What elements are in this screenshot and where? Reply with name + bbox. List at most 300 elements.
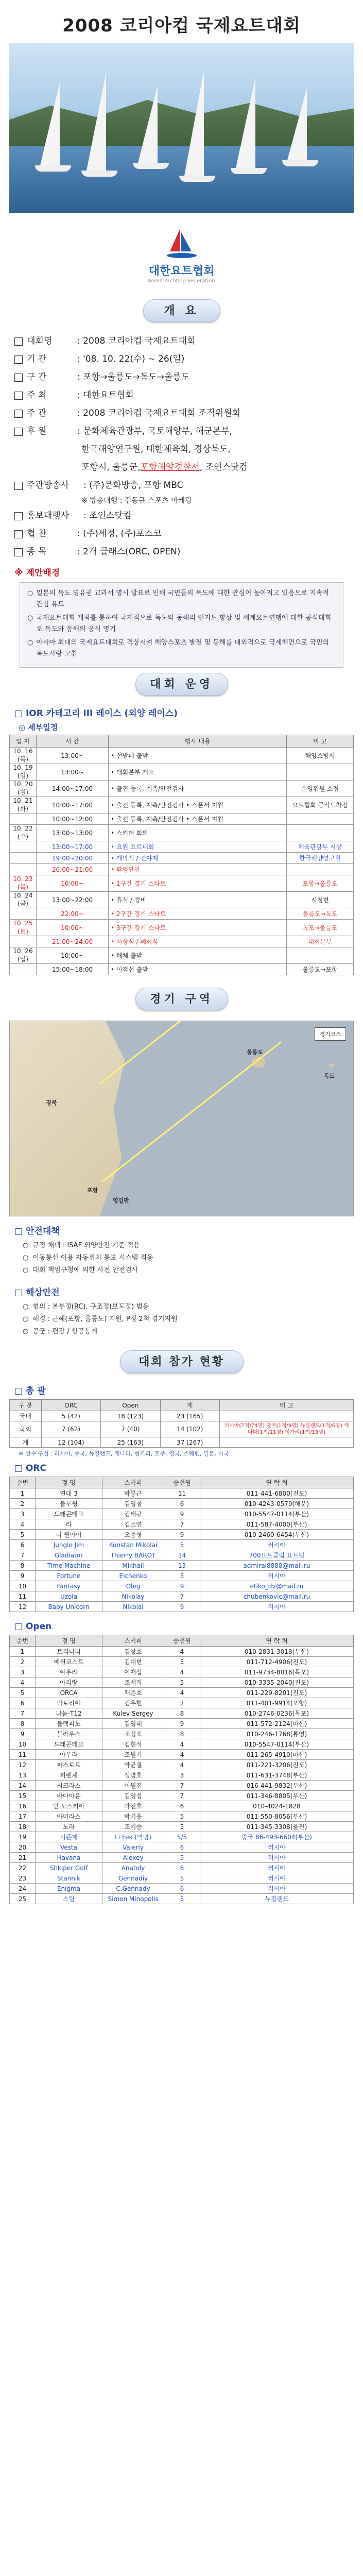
entry-cell: 러시아 xyxy=(200,1873,354,1884)
entry-cell: 16 xyxy=(10,1801,36,1811)
course-line xyxy=(102,1041,282,1182)
entry-row xyxy=(10,1667,354,1677)
schedule-row xyxy=(10,781,354,797)
entry-cell: 5 xyxy=(164,1571,200,1581)
entry-cell: 10 xyxy=(10,1581,36,1591)
entry-cell: 011-587-4000(부산) xyxy=(200,1519,354,1530)
col-header: 행사 내용 xyxy=(109,735,287,748)
schedule-row xyxy=(10,814,354,825)
entry-row xyxy=(10,1760,354,1770)
entry-cell: 010-2460-6454(부산) xyxy=(200,1530,354,1540)
entry-cell: 14 xyxy=(10,1781,36,1791)
schedule-body xyxy=(10,748,354,975)
col-header: 승선원 xyxy=(164,1477,200,1488)
entry-row xyxy=(10,1894,354,1904)
schedule-event: • 환영만찬 xyxy=(109,864,287,875)
col-header: 연 락 처 xyxy=(200,1477,354,1488)
schedule-time: 15:00~18:00 xyxy=(37,964,109,975)
overview-value: : '08. 10. 22(수) ~ 26(일) xyxy=(77,354,185,364)
overview-key: 홍보대행사 xyxy=(27,511,70,521)
entry-cell: 8 xyxy=(10,1561,36,1571)
total-cell xyxy=(220,1437,354,1448)
entry-cell: 010-2746-0236(목포) xyxy=(200,1708,354,1719)
entry-cell: 9 xyxy=(10,1729,36,1739)
entry-cell: 011-265-4910(마산) xyxy=(200,1750,354,1760)
orc-body xyxy=(10,1488,354,1612)
safety-text: 규정 채택 : ISAF 외양안전 기준 적용 xyxy=(32,1242,140,1249)
entry-cell: 010-3335-2040(진도) xyxy=(200,1677,354,1688)
entry-cell: 3 xyxy=(164,1770,200,1781)
schedule-date: 10. 16 (목) xyxy=(10,748,37,764)
entry-cell: 노라 xyxy=(36,1822,102,1832)
entry-cell: 9 xyxy=(164,1581,200,1591)
entry-cell: Li Fek (역명) xyxy=(102,1832,164,1842)
col-header: 승선원 xyxy=(164,1635,200,1647)
overview-row xyxy=(14,525,354,543)
entry-cell: 6 xyxy=(10,1698,36,1708)
entry-cell: 011-221-3206(진도) xyxy=(200,1760,354,1770)
overview-value: : 포항→울릉도→독도→울릉도 xyxy=(77,372,190,382)
entry-cell: chubenkovic@mail.ru xyxy=(200,1591,354,1602)
background-text: 국제요트대회 개최를 통하여 국제적으로 독도와 동해의 인지도 향상 및 세계요트연맹에 대한 공식대회로 독도와 동해의 공식 명기 xyxy=(36,614,332,633)
entry-cell: 중국 86-493-6604(부산) xyxy=(200,1832,354,1842)
sponsor-highlight: 포항해양경찰서 xyxy=(140,462,200,472)
entry-cell: 011-631-3748(부산) xyxy=(200,1770,354,1781)
entry-row xyxy=(10,1602,354,1612)
overview-key: 주 최 xyxy=(27,390,47,400)
overview-value: : 2008 코리아컵 국제요트대회 조직위원회 xyxy=(77,408,240,418)
total-cell: 7 (62) xyxy=(41,1421,100,1437)
schedule-date xyxy=(10,864,37,875)
open-header-row xyxy=(10,1635,354,1647)
entry-cell: 김현석 xyxy=(102,1739,164,1750)
schedule-note: 시청현 xyxy=(287,892,354,908)
total-row xyxy=(10,1421,354,1437)
entry-cell: Kulev Sergey xyxy=(102,1708,164,1719)
entry-cell: 5 xyxy=(164,1894,200,1904)
entry-cell: 러시아 xyxy=(200,1602,354,1612)
entry-cell: 9 xyxy=(164,1719,200,1729)
operation-heading: □ IOR 카테고리 III 레이스 (외양 레이스) xyxy=(14,708,178,719)
col-header: 계 xyxy=(160,1400,219,1411)
section-heading-entries: 대회 참가 현황 xyxy=(120,1350,244,1373)
total-cell: 14 (102) xyxy=(160,1421,219,1437)
entry-row xyxy=(10,1581,354,1591)
schedule-date: 10. 21 (화) xyxy=(10,797,37,814)
entry-cell: Gladiator xyxy=(36,1550,102,1561)
entry-cell: 011-229-8201(진도) xyxy=(200,1688,354,1698)
open-heading: □ Open xyxy=(14,1621,52,1632)
guard-text: 해경 : 근해(포항, 울릉도) 지원, P정 2척 경기지원 xyxy=(32,1315,178,1323)
entry-cell: 011-345-3308(울진) xyxy=(200,1822,354,1832)
entry-cell: 5 xyxy=(164,1822,200,1832)
schedule-row xyxy=(10,853,354,864)
entry-cell: 1 xyxy=(10,1647,36,1657)
overview-key: 종 목 xyxy=(27,547,47,557)
guard-heading: □ 해상안전 xyxy=(14,1287,60,1298)
schedule-date: 10. 24 (금) xyxy=(10,892,37,908)
entry-cell: 011-572-2124(마산) xyxy=(200,1719,354,1729)
entry-cell: 4 xyxy=(164,1739,200,1750)
entry-cell: 19 xyxy=(10,1832,36,1842)
entry-cell: Mikhail xyxy=(102,1561,164,1571)
schedule-event: • 요원 요트대회 xyxy=(109,841,287,853)
guard-text: 협의 : 본부정(RC), 구조정(보도정) 범용 xyxy=(32,1303,149,1311)
entry-cell: 7 xyxy=(10,1708,36,1719)
schedule-note: 포항→울릉도 xyxy=(287,875,354,892)
total-cell: 7 (40) xyxy=(101,1421,160,1437)
total-cell: 23 (165) xyxy=(160,1411,219,1421)
entry-cell: 010-4024-1828 xyxy=(200,1801,354,1811)
place-label: 독도 xyxy=(324,1073,335,1079)
sponsor-tail: , 조인스닷컴 xyxy=(199,462,248,472)
entry-cell: 김영태 xyxy=(102,1719,164,1729)
schedule-row xyxy=(10,748,354,764)
entry-cell: 010-5547-0114(부산) xyxy=(200,1739,354,1750)
schedule-event: • 스키퍼 회의 xyxy=(109,825,287,841)
schedule-event: • 해체 출발 xyxy=(109,947,287,964)
entry-cell: 21 xyxy=(10,1853,36,1863)
schedule-note: 해양소방서 xyxy=(287,748,354,764)
entry-row xyxy=(10,1863,354,1873)
schedule-time: 19:00~20:00 xyxy=(37,853,109,864)
overview-key: 대회명 xyxy=(27,336,53,346)
overview-value: : 2008 코리아컵 국제요트대회 xyxy=(77,336,196,346)
sailboat xyxy=(287,88,318,166)
total-cell: 국내 xyxy=(10,1411,42,1421)
entry-cell: Elchenko xyxy=(102,1571,164,1581)
schedule-date xyxy=(10,964,37,975)
place-label: 경북 xyxy=(46,1099,57,1106)
schedule-row xyxy=(10,764,354,781)
section-heading-area: 경기 구역 xyxy=(135,988,228,1010)
entry-cell: 016-441-9832(부산) xyxy=(200,1781,354,1791)
safety-item: ○ 규정 채택 : ISAF 외양안전 기준 적용 xyxy=(23,1240,354,1252)
entry-cell: 011-9734-8016(목포) xyxy=(200,1667,354,1677)
background-item: ○ 일본의 독도 영유권 교과서 명시 발표로 인해 국민들의 독도에 대한 관심이 높아지고 있음으로 지속적 관심 유도 xyxy=(27,588,336,611)
schedule-date xyxy=(10,841,37,853)
entries-total-heading: □ 총 괄 xyxy=(14,1386,46,1396)
entry-cell: 예원코스트 xyxy=(36,1657,102,1667)
entry-cell: 6 xyxy=(164,1884,200,1894)
schedule-time: 20:00~21:00 xyxy=(37,864,109,875)
background-item: ○ 국제요트대회 개최를 통하여 국제적으로 독도와 동해의 인지도 향상 및 세계요트연맹에 대한 공식대회로 독도와 동해의 공식 명기 xyxy=(27,613,336,635)
background-text: 아시아 최대의 국제요트대회로 격상시켜 해양스포츠 발전 및 동해를 대외적으로 국제해면으로 국민의 독도사랑 고취 xyxy=(36,639,330,658)
overview-row xyxy=(14,477,354,495)
entry-cell: 10 xyxy=(10,1739,36,1750)
background-item: ○ 아시아 최대의 국제요트대회로 격상시켜 해양스포츠 발전 및 동해를 대외적으로 국제해면으로 국민의 독도사랑 고취 xyxy=(27,637,336,660)
entry-row xyxy=(10,1698,354,1708)
sponsor-line-text: 포항시, 울릉군, xyxy=(81,462,141,472)
schedule-note: 요트협회 공식도착점 xyxy=(287,797,354,814)
entry-cell: Shkiper Golf xyxy=(36,1863,102,1873)
entry-cell: 파스토르 xyxy=(36,1760,102,1770)
schedule-table xyxy=(9,735,354,975)
entry-cell: 011-441-6800(진도) xyxy=(200,1488,354,1499)
total-body xyxy=(10,1411,354,1448)
overview-value: : 문화체육관광부, 국토해양부, 해군본부, xyxy=(77,426,232,436)
schedule-row xyxy=(10,947,354,964)
entry-cell: 시크라스 xyxy=(36,1781,102,1791)
col-header: 비 고 xyxy=(220,1400,354,1411)
schedule-time: 10:00~ xyxy=(37,947,109,964)
entry-cell: 아리랑 xyxy=(36,1677,102,1688)
sponsor-line-2 xyxy=(14,459,354,477)
overview-row xyxy=(14,332,354,350)
entry-cell: 이재섭 xyxy=(102,1667,164,1677)
entry-cell: 15 xyxy=(10,1791,36,1801)
schedule-event: • 선발대 출발 xyxy=(109,748,287,764)
entry-cell: 김소연 xyxy=(102,1519,164,1530)
entry-cell: Jungle Jim xyxy=(36,1540,102,1550)
checkbox-icon xyxy=(14,530,23,538)
entry-row xyxy=(10,1873,354,1884)
entry-cell: 6 xyxy=(164,1863,200,1873)
col-header: 시 간 xyxy=(37,735,109,748)
background-box xyxy=(20,582,343,668)
entry-cell: 8 xyxy=(164,1708,200,1719)
col-header: 스키퍼 xyxy=(102,1477,164,1488)
entry-cell: 시즌제 xyxy=(36,1832,102,1842)
schedule-time: 13:00~22:00 xyxy=(37,892,109,908)
entry-cell: 1 xyxy=(10,1488,36,1499)
total-cell: 37 (267) xyxy=(160,1437,219,1448)
background-heading: ※ 제안배경 xyxy=(14,568,60,578)
schedule-event: • 이적선 출발 xyxy=(109,964,287,975)
entry-row xyxy=(10,1719,354,1729)
entry-cell: Alexey xyxy=(102,1853,164,1863)
total-cell: 국외 xyxy=(10,1421,42,1437)
overview-value: : (주)문화방송, 포항 MBC xyxy=(83,480,183,490)
entry-cell: 2 xyxy=(10,1499,36,1509)
entry-cell: 13 xyxy=(164,1561,200,1571)
entry-cell: 채준호 xyxy=(102,1688,164,1698)
total-cell: 러시아(7척/74명) 중국(1척/9명) 뉴질랜드(1척/6명) 캐나다(1척/11명) 헝가리(1척/13명) xyxy=(220,1421,354,1437)
safety-item: ○ 이동통신 이용 자동위치 통보 시스템 적용 xyxy=(23,1252,354,1264)
background-text: 일본의 독도 영유권 교과서 명시 발표로 인해 국민들의 독도에 대한 관심이 높아지고 있음으로 지속적 관심 유도 xyxy=(36,589,329,608)
entry-cell: 러시아 xyxy=(200,1884,354,1894)
checkbox-icon xyxy=(14,512,23,520)
total-cell xyxy=(220,1411,354,1421)
sailboat xyxy=(138,86,169,169)
entry-cell: 김영철 xyxy=(102,1499,164,1509)
entry-cell: admiral8888@mail.ru xyxy=(200,1561,354,1571)
schedule-row xyxy=(10,841,354,853)
schedule-row xyxy=(10,864,354,875)
schedule-time: 10:00~17:00 xyxy=(37,797,109,814)
entry-cell: 6 xyxy=(164,1801,200,1811)
map-legend: 경기코스 xyxy=(315,1027,346,1041)
orc-heading: □ ORC xyxy=(14,1463,46,1473)
safety-text: 대회 책임구청에 의한 사전 안전검사 xyxy=(32,1266,139,1274)
entry-cell: Nikolay xyxy=(102,1591,164,1602)
checkbox-icon xyxy=(14,548,23,556)
checkbox-icon xyxy=(14,482,23,490)
entry-cell: 4 xyxy=(164,1760,200,1770)
safety-list xyxy=(9,1240,354,1277)
entry-cell: 9 xyxy=(164,1602,200,1612)
entry-cell: 010-2831-3018(부산) xyxy=(200,1647,354,1657)
schedule-date: 10. 22 (수) xyxy=(10,825,37,841)
entry-cell: 5 xyxy=(10,1688,36,1698)
col-header: 순번 xyxy=(10,1477,36,1488)
overview-row xyxy=(14,350,354,368)
overview-key: 주관방송사 xyxy=(27,480,70,490)
entry-cell: 박기웅 xyxy=(102,1811,164,1822)
entry-cell: 더 퀸아이 xyxy=(36,1530,102,1540)
entry-cell: 7 xyxy=(164,1519,200,1530)
sailboat xyxy=(236,78,267,174)
entry-cell: 5/5 xyxy=(164,1832,200,1842)
entry-row xyxy=(10,1657,354,1667)
col-header: 스키퍼 xyxy=(102,1635,164,1647)
hero-sailing-photo xyxy=(9,43,354,213)
entry-cell: 5 xyxy=(164,1853,200,1863)
entry-cell: ORCA xyxy=(36,1688,102,1698)
entry-cell: Fantasy xyxy=(36,1581,102,1591)
entry-row xyxy=(10,1488,354,1499)
col-header: Open xyxy=(101,1400,160,1411)
entry-cell: 성병호 xyxy=(102,1770,164,1781)
entry-cell: Uzola xyxy=(36,1591,102,1602)
overview-value: : 조인스닷컴 xyxy=(83,511,132,521)
entry-cell: 20 xyxy=(10,1842,36,1853)
entry-cell: 러시아 xyxy=(200,1863,354,1873)
schedule-date: 10. 23 (목) xyxy=(10,875,37,892)
broadcast-note: ※ 방송대행 : 김동규 스포츠 마케팅 xyxy=(81,497,192,505)
checkbox-icon xyxy=(14,374,23,382)
entry-cell: 010-5547-0114(부산) xyxy=(200,1509,354,1519)
schedule-event: • 2구간 경기 스타트 xyxy=(109,908,287,920)
entry-cell: 블라우스 xyxy=(36,1729,102,1739)
entry-row xyxy=(10,1561,354,1571)
schedule-time: 13:00~13:00 xyxy=(37,825,109,841)
entry-cell: 조원기 xyxy=(102,1750,164,1760)
checkbox-icon xyxy=(14,392,23,400)
schedule-event: • 출전 등록, 계측/안전검사 xyxy=(109,781,287,797)
entry-row xyxy=(10,1770,354,1781)
overview-row xyxy=(14,422,354,440)
overview-key: 후 원 xyxy=(27,426,47,436)
total-cell: 5 (42) xyxy=(41,1411,100,1421)
entry-cell: 14 xyxy=(164,1550,200,1561)
sponsor-line: 한국해양연구원, 대한체육회, 경상북도, xyxy=(81,444,231,454)
entry-row xyxy=(10,1688,354,1698)
entry-cell: etiko_dv@mail.ru xyxy=(200,1581,354,1591)
entry-cell: 김영섭 xyxy=(102,1791,164,1801)
entry-cell: Simon Minopolis xyxy=(102,1894,164,1904)
checkbox-icon xyxy=(14,355,23,364)
sailboat xyxy=(87,73,117,177)
entry-cell: 라 xyxy=(36,1519,102,1530)
entry-cell: 박봉근 xyxy=(102,1488,164,1499)
entry-cell: Havana xyxy=(36,1853,102,1863)
col-header: 연 락 처 xyxy=(200,1635,354,1647)
entry-cell: Stannik xyxy=(36,1873,102,1884)
entry-cell: 아우라 xyxy=(36,1750,102,1760)
entry-cell: 피렌체 xyxy=(36,1770,102,1781)
entry-row xyxy=(10,1591,354,1602)
entry-row xyxy=(10,1842,354,1853)
entry-cell: 700요트클럽 요트팀 xyxy=(200,1550,354,1561)
schedule-time: 10:00~12:00 xyxy=(37,814,109,825)
schedule-note xyxy=(287,814,354,825)
entry-cell: Anatoly xyxy=(102,1863,164,1873)
entry-row xyxy=(10,1853,354,1863)
schedule-event: • 휴식 / 정비 xyxy=(109,892,287,908)
entry-cell: 김창호 xyxy=(102,1647,164,1657)
schedule-time: 22:00~ xyxy=(37,908,109,920)
col-header: 정 명 xyxy=(36,1477,102,1488)
total-cell: 25 (163) xyxy=(101,1437,160,1448)
entry-cell: 22 xyxy=(10,1863,36,1873)
schedule-time: 13:00~17:00 xyxy=(37,841,109,853)
overview-row xyxy=(14,543,354,561)
entry-cell: 조재희 xyxy=(102,1677,164,1688)
total-cell: 12 (104) xyxy=(41,1437,100,1448)
schedule-event: • 시상식 / 폐회식 xyxy=(109,936,287,947)
entry-row xyxy=(10,1540,354,1550)
entry-cell: 011-346-8805(부산) xyxy=(200,1791,354,1801)
entry-cell: C.Gennady xyxy=(102,1884,164,1894)
schedule-event: • 1구간 경기 스타트 xyxy=(109,875,287,892)
entry-row xyxy=(10,1550,354,1561)
entry-cell: 7 xyxy=(164,1791,200,1801)
entry-cell: 4 xyxy=(164,1750,200,1760)
guard-item: ○ 협의 : 본부정(RC), 구조정(보도정) 범용 xyxy=(23,1301,354,1313)
overview-row xyxy=(14,507,354,525)
schedule-date xyxy=(10,814,37,825)
entry-cell: 23 xyxy=(10,1873,36,1884)
schedule-row xyxy=(10,825,354,841)
total-cell: 계 xyxy=(10,1437,42,1448)
entry-cell: Time Machine xyxy=(36,1561,102,1571)
schedule-note: 대회본부 xyxy=(287,936,354,947)
schedule-note: 울릉도→독도 xyxy=(287,908,354,920)
schedule-event: • 3구간 경기 스타트 xyxy=(109,920,287,936)
schedule-note: 독도→울릉도 xyxy=(287,920,354,936)
entry-cell: 드래곤테크 xyxy=(36,1509,102,1519)
entry-cell: 4 xyxy=(10,1519,36,1530)
overview-list xyxy=(9,332,354,561)
entry-cell: 7 xyxy=(10,1550,36,1561)
orc-table xyxy=(9,1477,354,1612)
entry-row xyxy=(10,1832,354,1842)
entry-cell: 스팀 xyxy=(36,1894,102,1904)
entry-cell: 011-401-9914(포항) xyxy=(200,1698,354,1708)
entry-cell: 2 xyxy=(10,1657,36,1667)
entry-cell: 러시아 xyxy=(200,1571,354,1581)
entry-cell: Nikolai xyxy=(102,1602,164,1612)
entry-row xyxy=(10,1739,354,1750)
entry-cell: Fortune xyxy=(36,1571,102,1581)
total-cell: 18 (123) xyxy=(101,1411,160,1421)
entry-row xyxy=(10,1791,354,1801)
schedule-note: 체육관광부 시상 xyxy=(287,841,354,853)
page-title: 2008 코리아컵 국제요트대회 xyxy=(62,15,301,36)
col-header: 정 명 xyxy=(36,1635,102,1647)
overview-row xyxy=(14,368,354,386)
schedule-heading: ◎ 세부일정 xyxy=(19,723,58,732)
schedule-date: 10. 20 (월) xyxy=(10,781,37,797)
col-header: ORC xyxy=(41,1400,100,1411)
schedule-note: 울릉도→포항 xyxy=(287,964,354,975)
checkbox-icon xyxy=(14,337,23,346)
entry-row xyxy=(10,1822,354,1832)
schedule-date: 10. 25 (토) xyxy=(10,920,37,936)
entry-cell: 박토리아 xyxy=(36,1698,102,1708)
entry-cell: 5 xyxy=(164,1811,200,1822)
